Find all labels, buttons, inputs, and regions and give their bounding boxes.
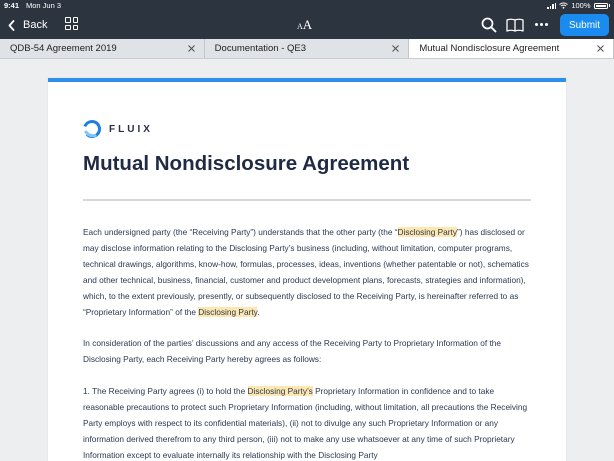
paragraph-3: 1. The Receiving Party agrees (i) to hold the Disclosing Party’s Proprietary Information in confidence and to take reasonable precautions to protect such Proprietary Information (including, without limitation, all precautions the Receiving Party employs with respect to its confidential materials), (ii) not to divulge any such Proprietary Information or any information derived therefrom to any third person, (iii) not to make any use whatsoever at any time of such Proprietary Information except to evaluate internally its relationship with the Disclosing Party [83,386,528,460]
top-bar [0,0,614,39]
wifi-icon [559,2,568,9]
document-page [48,78,566,461]
battery-icon [594,3,608,9]
search-icon[interactable] [481,17,497,33]
status-time: 9:41 [4,1,20,10]
tab-mutual-nondisclosure-agreement[interactable] [409,39,614,58]
title-divider [83,199,531,201]
text-size-icon[interactable]: A A [297,17,313,32]
tab-documentation-qe3[interactable] [205,39,410,58]
status-indicators [547,1,610,10]
highlight[interactable]: Disclosing Party [397,227,458,237]
highlight[interactable]: Disclosing Party’s [247,386,313,397]
status-date: Mon Jun 3 [26,1,62,10]
document-body [83,225,533,461]
chevron-left-icon [8,20,15,31]
close-icon[interactable] [390,43,401,54]
back-label: Back [23,19,48,31]
signal-icon [547,3,556,9]
submit-button[interactable]: Submit [560,14,609,36]
document-title: Mutual Nondisclosure Agreement [83,152,410,175]
fluix-logo-mark [82,119,102,139]
battery-tip [609,4,611,7]
paragraph-1: Each undersigned party (the “Receiving Party”) understands that the other party (the “Disclosing Party”) has disclosed or may disclose information relating to the Disclosing Party’s business (including, without limitation, computer programs, technical drawings, algorithms, know-how, formulas, processes, ideas, inventions (whether patentable or not), schematics and other technical, business, financial, customer and product development plans, forecasts, strategies and information), which, to the extent previously, presently, or subsequently disclosed to the Receiving Party, is hereinafter referred to as “Proprietary Information” of the Disclosing Party. [83,227,529,317]
tab-label: Documentation - QE3 [214,43,307,54]
battery-percent: 100% [571,1,591,10]
fluix-logo [82,119,153,139]
paragraph-2: In consideration of the parties’ discussions and any access of the Receiving Party to Proprietary Information of the Disclosing Party, each Receiving Party hereby agrees as follows: [83,338,501,365]
tab-label: QDB-54 Agreement 2019 [10,43,117,54]
close-icon[interactable] [186,43,197,54]
highlight[interactable]: Disclosing Party [198,306,258,317]
tab-qdb-54-agreement[interactable] [0,39,205,58]
close-icon[interactable] [595,43,606,54]
document-tabs [0,39,614,59]
back-button[interactable] [8,17,47,33]
book-icon[interactable] [506,18,524,32]
logo-text: FLUIX [109,123,153,135]
more-icon[interactable] [535,23,548,26]
grid-icon[interactable] [65,17,78,30]
tab-label: Mutual Nondisclosure Agreement [419,43,560,54]
